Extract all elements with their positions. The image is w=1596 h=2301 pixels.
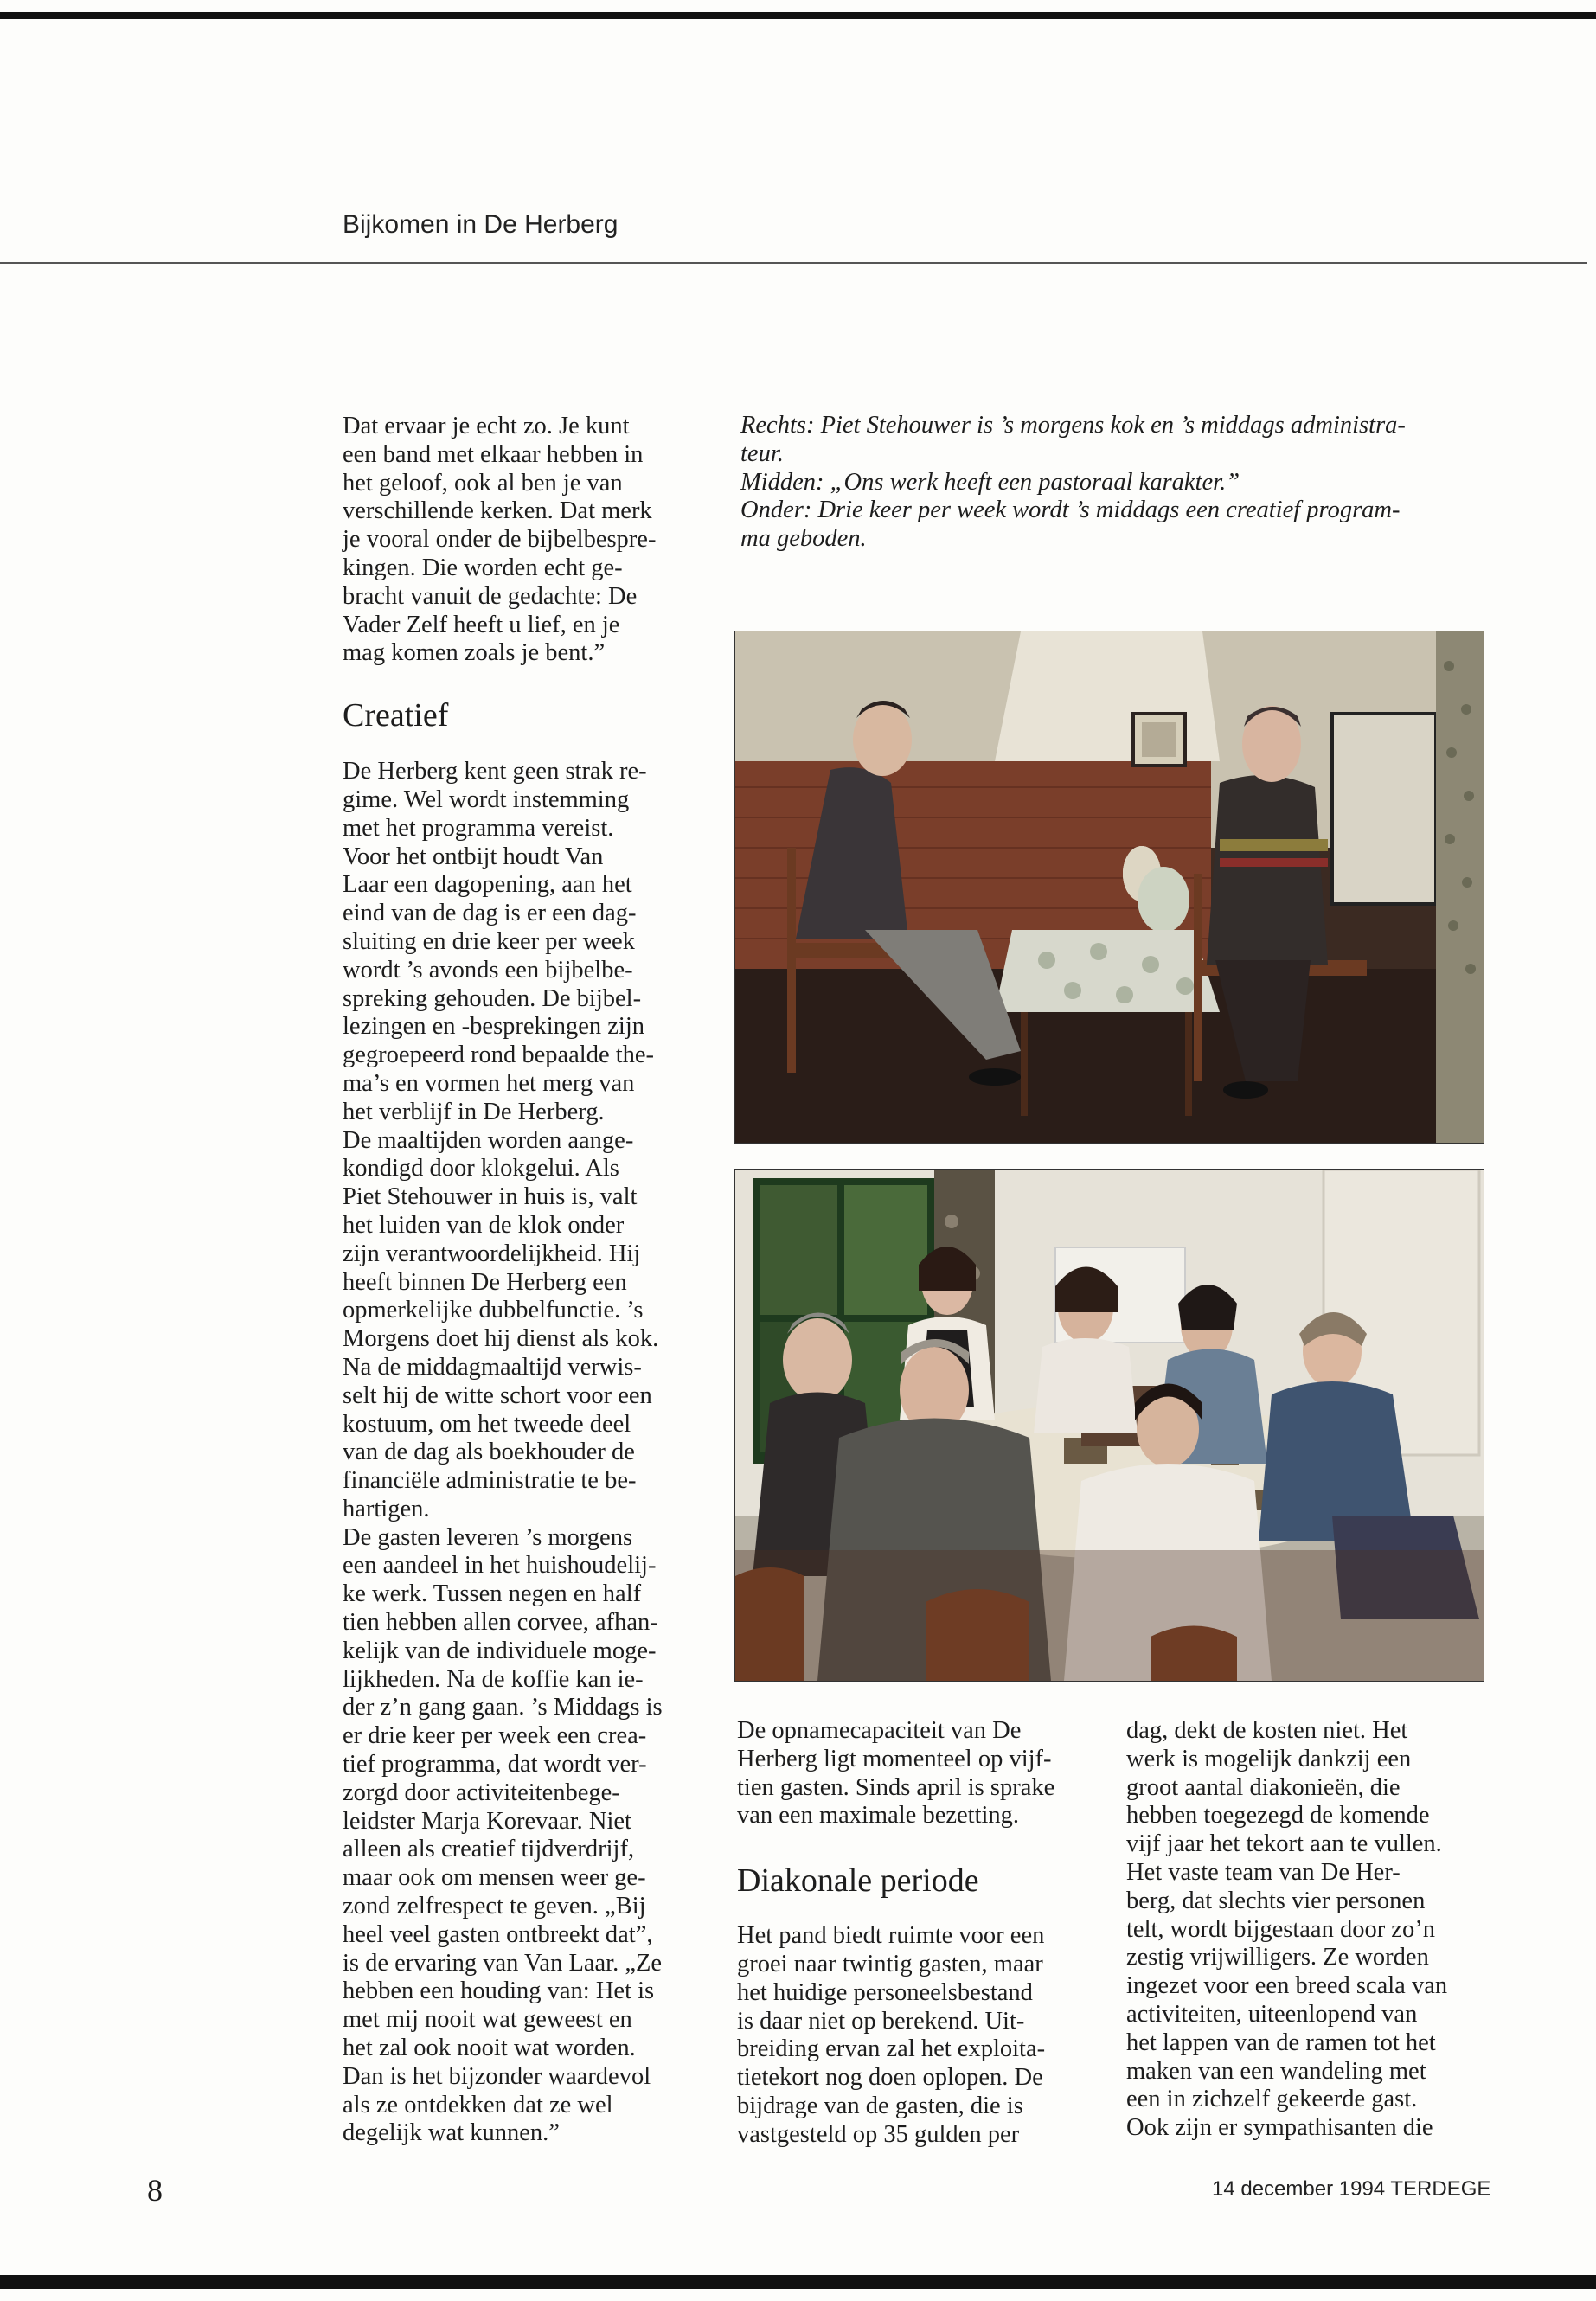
text-line: een in zichzelf gekeerde gast. — [1126, 2086, 1418, 2113]
text-line: het huidige personeelsbestand — [737, 1978, 1033, 2006]
text-line: tien hebben allen corvee, afhan- — [343, 1609, 658, 1637]
text-line: Vader Zelf heeft u lief, en je — [343, 611, 620, 638]
text-line: zestig vrijwilligers. Ze worden — [1126, 1944, 1429, 1971]
text-line: breiding ervan zal het exploita- — [737, 2035, 1046, 2063]
page-number: 8 — [147, 2173, 163, 2208]
text-line: telt, wordt bijgestaan door zo’n — [1126, 1915, 1435, 1943]
text-line: een aandeel in het huishoudelij- — [343, 1552, 657, 1580]
text-line: kondigd door klokgelui. Als — [343, 1155, 619, 1183]
text-line: Piet Stehouwer in huis is, valt — [343, 1183, 638, 1211]
photo-creative-program — [734, 1169, 1484, 1682]
text-line: financiële administratie te be- — [343, 1467, 637, 1495]
text-line: Laar een dagopening, aan het — [343, 871, 632, 899]
text-line: met mij nooit wat geweest en — [343, 2006, 632, 2034]
intro-paragraph — [737, 1717, 1092, 1830]
section-title-creatief: Creatief — [343, 697, 449, 734]
text-line: maken van een wandeling met — [1126, 2057, 1426, 2085]
text-line: bijdrage van de gasten, die is — [737, 2092, 1023, 2119]
text-line: tien gasten. Sinds april is sprake — [737, 1773, 1055, 1801]
text-line: De gasten leveren ’s morgens — [343, 1523, 633, 1551]
text-line: vastgesteld op 35 gulden per — [737, 2120, 1020, 2148]
text-line: Voor het ontbijt houdt Van — [343, 843, 604, 870]
text-line: kelijk van de individuele moge- — [343, 1637, 657, 1664]
text-line: maar ook om mensen weer ge- — [343, 1864, 646, 1892]
text-line: Het vaste team van De Her- — [1126, 1858, 1401, 1886]
caption-line: Onder: Drie keer per week wordt ’s middags een creatief program- — [740, 497, 1401, 524]
body-text — [737, 1922, 1092, 2149]
text-line: vijf jaar het tekort aan te vullen. — [1126, 1830, 1442, 1858]
caption-line: Midden: „Ons werk heeft een pastoraal karakter.” — [740, 468, 1240, 496]
text-line: hartigen. — [343, 1495, 430, 1522]
text-line: er drie keer per week een crea- — [343, 1722, 647, 1750]
caption-line: Rechts: Piet Stehouwer is ’s morgens kok en ’s middags administra- — [740, 412, 1406, 439]
text-line: Het pand biedt ruimte voor een — [737, 1922, 1045, 1950]
text-line: je vooral onder de bijbelbespre- — [343, 526, 657, 554]
text-line: De opnamecapaciteit van De — [737, 1717, 1022, 1744]
text-line: bracht vanuit de gedachte: De — [343, 582, 638, 610]
photo-captions — [740, 412, 1476, 554]
running-head: Bijkomen in De Herberg — [343, 210, 619, 239]
text-line: leidster Marja Korevaar. Niet — [343, 1807, 631, 1835]
text-line: alleen als creatief tijdverdrijf, — [343, 1836, 635, 1863]
text-line: selt hij de witte schort voor een — [343, 1381, 652, 1409]
text-line: gime. Wel wordt instemming — [343, 785, 630, 813]
text-line: van een maximale bezetting. — [737, 1802, 1020, 1830]
text-line: kingen. Die worden echt ge- — [343, 554, 623, 581]
text-line: met het programma vereist. — [343, 814, 614, 842]
text-line: zorgd door activiteitenbege- — [343, 1779, 620, 1806]
text-line: De maaltijden worden aange- — [343, 1126, 634, 1154]
text-line: ingezet voor een breed scala van — [1126, 1972, 1448, 2000]
text-line: degelijk wat kunnen.” — [343, 2119, 560, 2147]
section-title-diakonale-periode: Diakonale periode — [737, 1862, 979, 1900]
text-line: spreking gehouden. De bijbel- — [343, 984, 642, 1012]
text-line: De Herberg kent geen strak re- — [343, 758, 647, 785]
text-line: van de dag als boekhouder de — [343, 1439, 635, 1466]
text-line: een band met elkaar hebben in — [343, 440, 644, 468]
text-line: ma’s en vormen het merg van — [343, 1069, 635, 1097]
text-line: ke werk. Tussen negen en half — [343, 1580, 642, 1608]
text-line: Dan is het bijzonder waardevol — [343, 2062, 651, 2090]
body-text — [343, 758, 697, 2148]
header-rule — [0, 262, 1587, 264]
column-middle — [737, 1717, 1092, 2150]
text-line: is de ervaring van Van Laar. „Ze — [343, 1949, 663, 1977]
text-line: heel veel gasten ontbreekt dat”, — [343, 1920, 653, 1948]
text-line: lezingen en -besprekingen zijn — [343, 1013, 644, 1041]
photo-two-men-talking — [734, 631, 1484, 1144]
column-left — [343, 413, 697, 2148]
text-line: Morgens doet hij dienst als kok. — [343, 1325, 659, 1353]
text-line: zijn verantwoordelijkheid. Hij — [343, 1240, 641, 1267]
text-line: Dat ervaar je echt zo. Je kunt — [343, 413, 630, 439]
text-line: is daar niet op berekend. Uit- — [737, 2007, 1025, 2035]
text-line: het lappen van de ramen tot het — [1126, 2029, 1436, 2056]
text-line: Ook zijn er sympathisanten die — [1126, 2114, 1433, 2142]
text-line: tietekort nog doen oplopen. De — [737, 2064, 1043, 2092]
text-line: mag komen zoals je bent.” — [343, 639, 606, 667]
text-line: als ze ontdekken dat ze wel — [343, 2091, 613, 2118]
top-rule — [0, 12, 1596, 19]
intro-paragraph — [343, 413, 697, 668]
text-line: activiteiten, uiteenlopend van — [1126, 2000, 1418, 2028]
text-line: wordt ’s avonds een bijbelbe- — [343, 956, 633, 984]
text-line: sluiting en drie keer per week — [343, 927, 635, 955]
column-right — [1126, 1717, 1490, 2143]
text-line: zond zelfrespect te geven. „Bij — [343, 1893, 646, 1920]
text-line: dag, dekt de kosten niet. Het — [1126, 1717, 1408, 1744]
text-line: berg, dat slechts vier personen — [1126, 1887, 1426, 1914]
footer-issue-date: 14 december 1994 TERDEGE — [1212, 2177, 1491, 2201]
caption-line: ma geboden. — [740, 525, 867, 553]
text-line: Na de middagmaaltijd verwis- — [343, 1353, 642, 1381]
text-line: groei naar twintig gasten, maar — [737, 1950, 1043, 1977]
text-line: verschillende kerken. Dat merk — [343, 497, 652, 525]
text-line: het geloof, ook al ben je van — [343, 469, 623, 497]
text-line: eind van de dag is er een dag- — [343, 900, 637, 927]
text-line: het verblijf in De Herberg. — [343, 1098, 605, 1125]
text-line: lijkheden. Na de koffie kan ie- — [343, 1665, 644, 1693]
bottom-rule — [0, 2275, 1596, 2289]
text-line: groot aantal diakonieën, die — [1126, 1773, 1401, 1801]
text-line: opmerkelijke dubbelfunctie. ’s — [343, 1297, 644, 1324]
text-line: het luiden van de klok onder — [343, 1211, 625, 1239]
text-line: tief programma, dat wordt ver- — [343, 1751, 647, 1779]
text-line: heeft binnen De Herberg een — [343, 1268, 627, 1296]
text-line: het zal ook nooit wat worden. — [343, 2035, 636, 2062]
text-line: hebben een houding van: Het is — [343, 1977, 655, 2005]
text-line: gegroepeerd rond bepaalde the- — [343, 1042, 655, 1069]
text-line: kostuum, om het tweede deel — [343, 1410, 631, 1438]
text-line: werk is mogelijk dankzij een — [1126, 1745, 1412, 1772]
text-line: der z’n gang gaan. ’s Middags is — [343, 1694, 663, 1721]
text-line: Herberg ligt momenteel op vijf- — [737, 1745, 1052, 1772]
text-line: hebben toegezegd de komende — [1126, 1802, 1430, 1830]
caption-line: teur. — [740, 439, 784, 467]
